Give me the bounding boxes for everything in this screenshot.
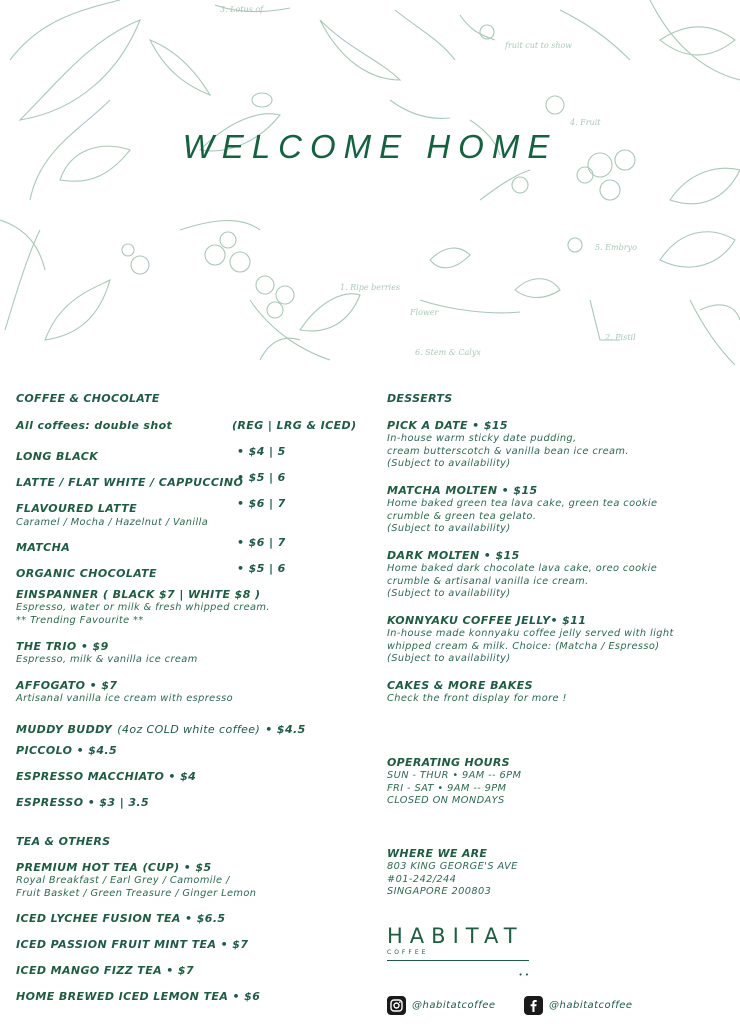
item-price: • $5 | 6 [237,471,286,484]
svg-text:2. Pistil: 2. Pistil [605,333,636,342]
svg-text:1. Ripe berries: 1. Ripe berries [340,283,401,292]
location-heading: WHERE WE ARE [387,847,488,860]
item-name: CAKES & MORE BAKES [387,679,533,692]
menu-item [16,471,361,490]
item-price: • $6 | 7 [237,497,286,510]
item-availability: (Subject to availability) [387,458,511,469]
menu-item: ICED PASSION FRUIT MINT TEA • $7 [16,938,249,951]
item-price: • $6 | 7 [237,536,286,549]
item-description: In-house made konnyaku coffee jelly served with light [387,628,674,639]
menu-item [16,861,256,900]
svg-text:6. Stem & Calyx: 6. Stem & Calyx [415,348,481,357]
item-name: EINSPANNER ( BLACK $7 | WHITE $8 ) [16,588,261,601]
item-availability: (Subject to availability) [387,588,511,599]
hours-line: SUN - THUR • 9AM -- 6PM [387,770,522,781]
menu-item [16,445,361,464]
desserts-section-heading: DESSERTS [387,392,453,405]
instagram-handle: @habitatcoffee [412,1000,496,1011]
item-price: • $4 | 5 [237,445,286,458]
hours-line: FRI - SAT • 9AM -- 9PM [387,782,507,794]
instagram-link[interactable] [387,996,496,1015]
coffee-note: All coffees: double shot [16,419,173,432]
item-name: KONNYAKU COFFEE JELLY• $11 [387,614,587,627]
facebook-handle: @habitatcoffee [549,1000,633,1011]
item-description: cream butterscotch & vanilla bean ice cream. [387,445,629,457]
item-availability: (Subject to availability) [387,653,511,664]
coffee-sizes: (REG | LRG & ICED) [232,419,357,432]
item-availability: (Subject to availability) [387,523,511,534]
address-line: SINGAPORE 200803 [387,886,492,897]
item-note: ** Trending Favourite ** [16,614,144,626]
menu-item [16,562,361,581]
item-name: PICK A DATE • $15 [387,419,508,432]
brand-subtitle: COFFEE [387,949,429,956]
menu-item: HOME BREWED ICED LEMON TEA • $6 [16,990,261,1003]
menu-item: ESPRESSO MACCHIATO • $4 [16,770,197,783]
item-name: MATCHA [16,541,71,554]
facebook-link[interactable] [524,996,633,1015]
dessert-item [387,679,567,706]
hours-line: CLOSED ON MONDAYS [387,795,505,806]
logo-dots: • • [518,971,529,979]
item-name: LATTE / FLAT WHITE / CAPPUCCINO [16,476,244,489]
coffee-section-heading: COFFEE & CHOCOLATE [16,392,160,405]
location [387,847,518,899]
svg-text:Flower: Flower [410,308,439,317]
hours-heading: OPERATING HOURS [387,756,510,769]
item-description: crumble & green tea gelato. [387,510,537,522]
item-name: LONG BLACK [16,450,99,463]
operating-hours [387,756,521,808]
menu-item: PICCOLO • $4.5 [16,744,118,757]
svg-text:5. Embryo: 5. Embryo [595,243,637,252]
dessert-item [387,549,657,601]
item-name: DARK MOLTEN • $15 [387,549,520,562]
item-name: AFFOGATO • $7 [16,679,118,692]
dessert-item [387,614,674,666]
item-description: Fruit Basket / Green Treasure / Ginger Lemon [16,887,257,899]
item-description: crumble & artisanal vanilla ice cream. [387,575,589,587]
menu-item [16,536,361,555]
item-description: whipped cream & milk. Choice: (Matcha / Espresso) [387,640,660,652]
menu-item [16,679,233,706]
item-name-detail: (4oz COLD white coffee) [117,723,261,736]
logo-divider [387,960,529,961]
address-line: #01-242/244 [387,873,457,885]
item-description: In-house warm sticky date pudding, [387,433,577,444]
item-name: PREMIUM HOT TEA (CUP) • $5 [16,861,212,874]
item-description: Check the front display for more ! [387,693,567,704]
habitat-logo [387,924,529,979]
menu-item: ICED LYCHEE FUSION TEA • $6.5 [16,912,226,925]
item-description: Caramel / Mocha / Hazelnut / Vanilla [16,517,209,528]
facebook-icon [524,996,543,1015]
menu-item [16,640,198,667]
dessert-item [387,419,629,471]
item-price: • $5 | 6 [237,562,286,575]
address-line: 803 KING GEORGE'S AVE [387,861,518,872]
item-name: FLAVOURED LATTE [16,502,138,515]
menu-item: ICED MANGO FIZZ TEA • $7 [16,964,195,977]
brand-name: HABITAT [387,924,524,948]
svg-text:3. Lotus of: 3. Lotus of [220,5,264,14]
svg-text:fruit cut to show: fruit cut to show [505,41,573,50]
botanical-sketch [0,0,740,370]
item-description: Home baked dark chocolate lava cake, oreo cookie [387,563,658,574]
hero-illustration [0,0,740,370]
item-name: MUDDY BUDDY [16,723,113,736]
item-description: Royal Breakfast / Earl Grey / Camomile / [16,875,230,886]
tea-section-heading: TEA & OTHERS [16,835,111,848]
item-price: • $4.5 [265,723,306,736]
menu-item: ESPRESSO • $3 | 3.5 [16,796,150,809]
instagram-icon [387,996,406,1015]
menu-item [16,718,306,737]
page-title: WELCOME HOME [182,128,558,165]
menu-item [16,497,361,530]
menu-item [16,588,270,627]
item-description: Artisanal vanilla ice cream with espresso [16,693,234,704]
item-name: MATCHA MOLTEN • $15 [387,484,538,497]
item-description: Espresso, water or milk & fresh whipped cream. [16,602,270,613]
item-description: Espresso, milk & vanilla ice cream [16,654,198,665]
dessert-item [387,484,657,536]
svg-text:4. Fruit: 4. Fruit [570,118,601,127]
item-name: ORGANIC CHOCOLATE [16,567,157,580]
item-description: Home baked green tea lava cake, green tea cookie [387,498,658,509]
item-name: THE TRIO • $9 [16,640,109,653]
